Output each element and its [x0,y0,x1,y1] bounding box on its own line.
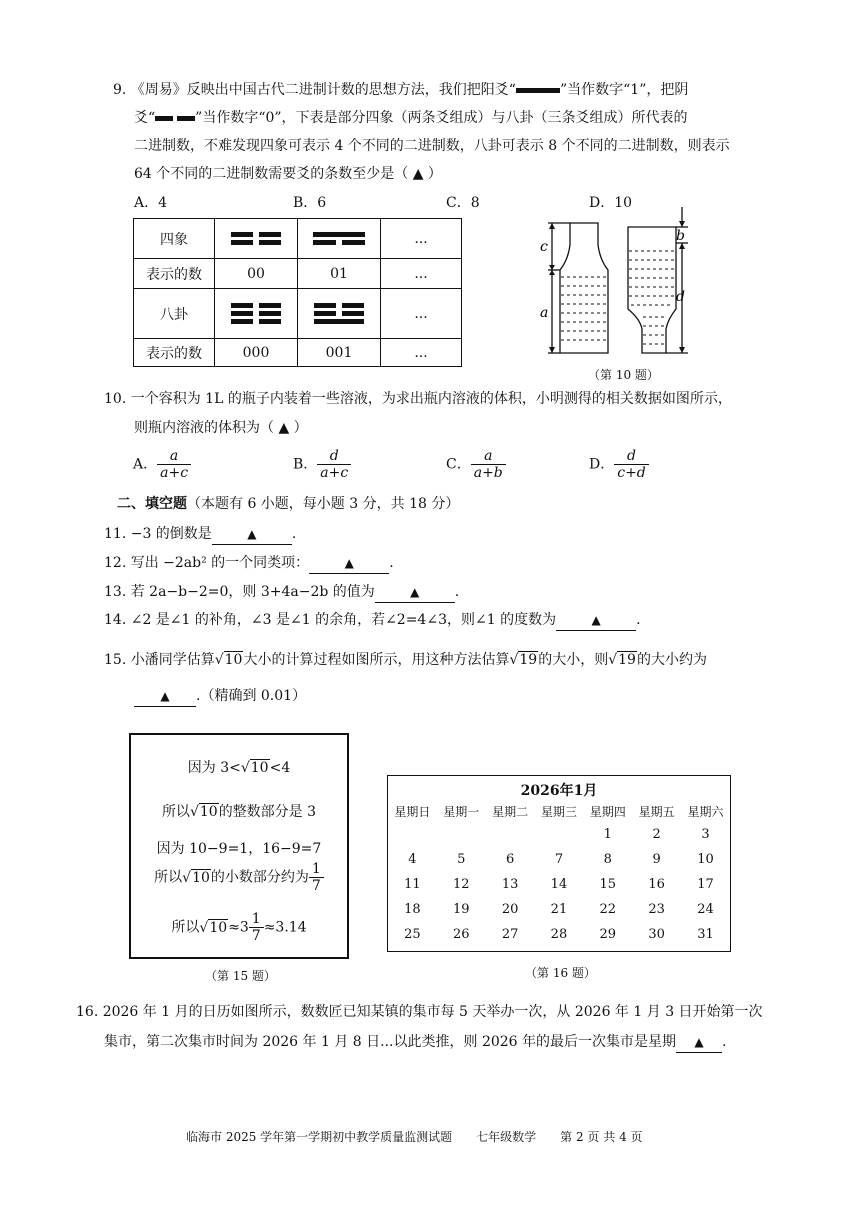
weekday: 星期五 [638,804,675,819]
weekday: 星期四 [589,804,626,819]
section-2-heading: 二、填空题（本题有 6 小题，每小题 3 分，共 18 分） [117,496,460,512]
day-cell: 19 [452,902,470,917]
q13: 13. 若 2a−b−2=0，则 3+4a−2b 的值为 ▲ . [104,582,459,603]
day-cell: 27 [501,927,519,942]
table-ellipsis: ... [381,219,462,259]
q10-line1: 10. 一个容积为 1L 的瓶子内装着一些溶液，为求出瓶内溶液的体积，小明测得的相关数据如图所示， [104,391,732,407]
day-cell: 8 [603,852,612,867]
q9-line2: 爻“ ”当作数字“0”，下表是部分四象（两条爻组成）与八卦（三条爻组成）所代表的 [134,110,688,126]
day-cell [437,822,486,847]
day-cell: 30 [648,927,665,942]
row-label-value: 表示的数 [134,339,215,367]
bagua-zhen-icon [298,289,381,339]
q9-option-c: C．8 [446,195,480,211]
calendar-grid [388,800,730,947]
fig10-caption: （第 10 题） [588,368,659,382]
day-cell: 21 [550,902,568,917]
q15-caption: （第 15 题） [205,969,276,983]
day-cell: 11 [404,877,421,892]
box-row-4: 所以√10的小数部分约为 $\frac{1}{7}$ [131,861,347,894]
day-cell: 1 [603,827,612,842]
table-cell: 001 [298,339,381,367]
table-cell: 000 [215,339,298,367]
label-a: a [540,305,549,321]
day-cell [486,822,535,847]
label-d: d [676,289,685,305]
q9-line3: 二进制数，不难发现四象可表示 4 个不同的二进制数，八卦可表示 8 个不同的二进制数，则表示 [134,138,730,154]
table-cell: ... [381,339,462,367]
day-cell: 9 [652,852,661,867]
day-cell [535,822,584,847]
day-cell: 12 [452,877,470,892]
day-cell: 3 [701,827,710,842]
day-cell: 14 [550,877,568,892]
label-c: c [540,239,548,255]
q10-line2: 则瓶内溶液的体积为（ ▲ ） [134,420,308,436]
weekday: 星期一 [443,804,480,819]
row-label-sixiang: 四象 [134,219,215,259]
day-cell: 7 [554,852,564,867]
weekday: 星期二 [492,804,529,819]
day-cell: 22 [599,902,617,917]
day-cell: 24 [697,902,714,917]
q12: 12. 写出 −2ab² 的一个同类项： ▲ . [104,553,394,574]
q15-line2: ▲ .（精确到 0.01） [134,686,306,707]
day-cell: 15 [599,877,617,892]
sixiang-taiyin-icon [215,219,298,259]
day-cell: 28 [550,927,568,942]
q9-line1: 9. 《周易》反映出中国古代二进制计数的思想方法，我们把阳爻“ ”当作数字“1”，把阴 [113,82,689,98]
q10-option-a: A． $\frac{a}{a+c}$ [133,448,191,481]
weekday: 星期三 [540,804,577,819]
day-cell: 5 [457,852,466,867]
weekday: 星期日 [394,804,431,819]
day-cell: 29 [599,927,617,942]
q16-line1: 16. 2026 年 1 月的日历如图所示，数数匠已知某镇的集市每 5 天举办一次，从 2026 年 1 月 3 日开始第一次 [76,1004,763,1020]
box-row-1: 因为 3<√10<4 [187,760,291,776]
box-row-3: 因为 10−9=1，16−9=7 [156,841,322,857]
day-cell: 25 [404,927,421,942]
box-row-2: 所以√10的整数部分是 3 [161,804,317,820]
bagua-kun-icon [215,289,298,339]
day-cell: 17 [697,877,714,892]
page-footer: 临海市 2025 学年第一学期初中教学质量监测试题 七年级数学 第 2 页 共 4 页 [186,1130,643,1144]
day-cell: 31 [697,927,714,942]
day-cell: 20 [501,902,519,917]
weekday: 星期六 [687,804,724,819]
row-label-value: 表示的数 [134,259,215,289]
q9-option-d: D．10 [589,195,633,211]
q11: 11. −3 的倒数是 ▲ . [104,524,296,545]
q10-option-c: C． $\frac{a}{a+b}$ [446,448,506,481]
day-cell: 16 [648,877,665,892]
calendar [387,775,731,952]
yang-yao-icon [516,88,560,93]
day-cell: 23 [648,902,665,917]
q14: 14. ∠2 是∠1 的补角，∠3 是∠1 的余角，若∠2=4∠3，则∠1 的度数为 ▲ . [104,610,641,631]
table-ellipsis: ... [381,289,462,339]
q16-line2: 集市，第二次集市时间为 2026 年 1 月 8 日...以此类推，则 2026 年的最后一次集市是星期 ▲ . [104,1032,726,1053]
q9-line4: 64 个不同的二进制数需要爻的条数至少是（ ▲ ） [134,166,442,182]
day-cell: 4 [408,852,417,867]
q15-line1: 15. 小潘同学估算√10大小的计算过程如图所示，用这种方法估算√19的大小，则√19的大小约为 [104,652,707,668]
label-b: b [676,228,685,244]
bottle-inverted [628,227,676,353]
table-cell: ... [381,259,462,289]
q9-option-b: B．6 [293,195,327,211]
q15-estimation-box [129,733,349,959]
day-cell: 26 [452,927,470,942]
row-label-bagua: 八卦 [134,289,215,339]
day-cell [388,822,437,847]
day-cell: 6 [505,852,515,867]
calendar-title: 2026年1月 [520,783,598,799]
yin-yao-icon [155,116,173,121]
day-cell: 13 [501,877,519,892]
calendar-caption: （第 16 题） [525,966,596,980]
day-cell: 10 [697,852,714,867]
box-row-5: 所以√10≈3 $\frac{1}{7}$ ≈3.14 [171,911,307,944]
q10-option-d: D． $\frac{d}{c+d}$ [589,448,649,481]
day-cell: 18 [404,902,421,917]
bottle-upright [560,223,608,353]
table-cell: 01 [298,259,381,289]
gua-table [133,218,462,367]
day-cell: 2 [652,827,661,842]
bottle-diagram [530,205,710,365]
q10-option-b: B． $\frac{d}{a+c}$ [293,448,351,481]
q9-option-a: A．4 [134,195,168,211]
sixiang-shaoyang-icon [298,219,381,259]
table-cell: 00 [215,259,298,289]
